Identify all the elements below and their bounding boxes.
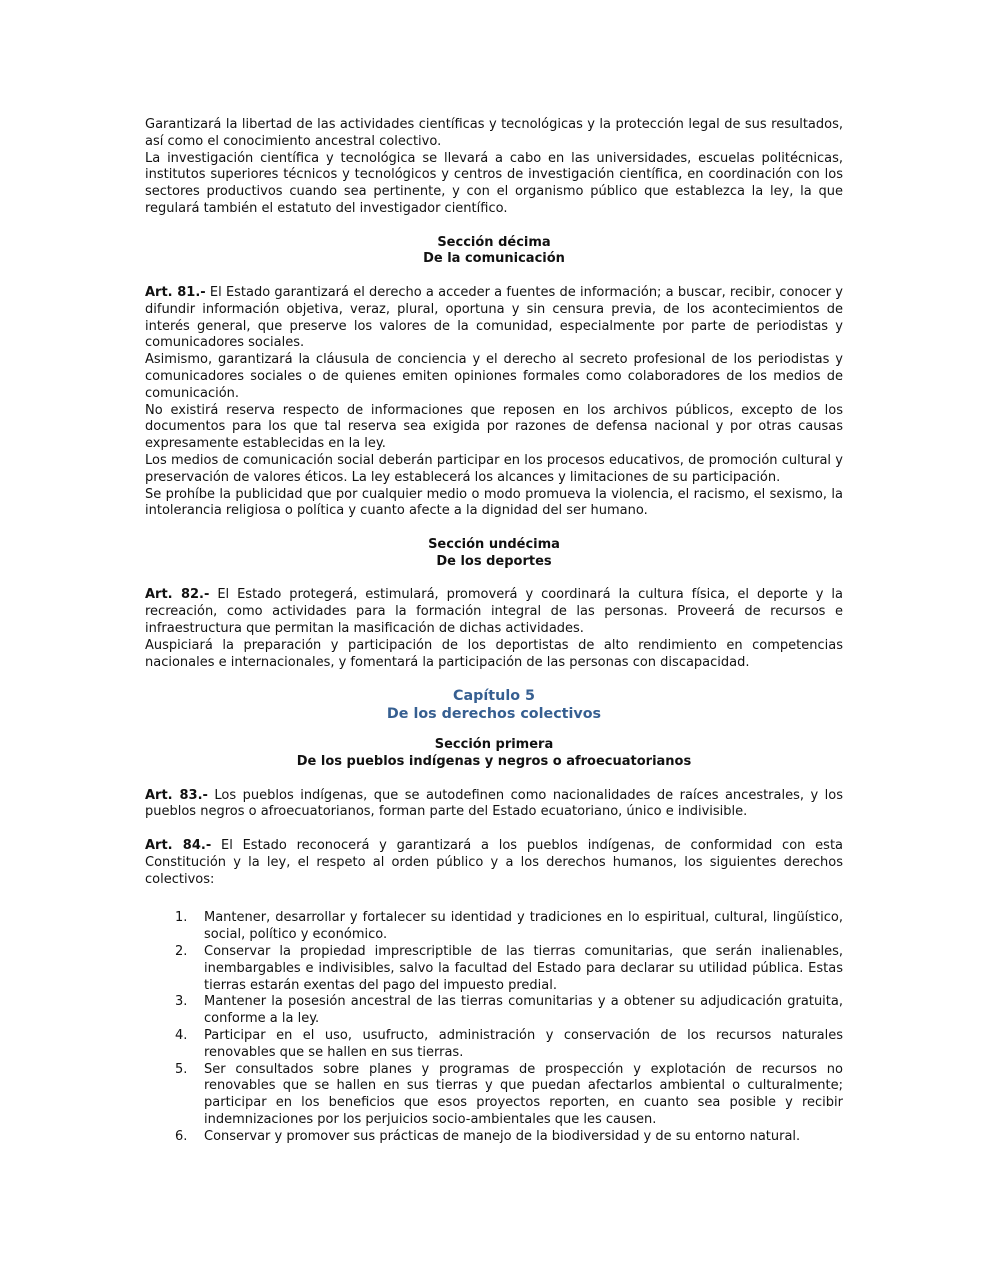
- article-81-paragraph-4: Los medios de comunicación social deberán participar en los procesos educativos, de promoción cultural y preservación de valores éticos. La ley establecerá los alcances y limitaciones de su participación.: [145, 452, 843, 485]
- list-item: [145, 944, 843, 994]
- list-item-number: 4.: [175, 1028, 188, 1044]
- chapter-5-subtitle: De los derechos colectivos: [386, 706, 602, 723]
- list-item: [145, 1028, 843, 1062]
- list-item: [145, 1129, 843, 1146]
- intro-paragraph-2: La investigación científica y tecnológica se llevará a cabo en las universidades, escuelas politécnicas, institutos superiores técnicos y tecnológicos y centros de investigación científica, en coordinación con los sectores productivos cuando sea pertinente, y con el organismo público que establezca la ley, la que regulará también el estatuto del investigador científico.: [145, 150, 843, 216]
- article-83-label: Art. 83.-: [145, 787, 208, 803]
- article-82-label: Art. 82.-: [145, 587, 210, 603]
- list-item-number: 6.: [175, 1128, 188, 1144]
- article-81-paragraph-2: Asimismo, garantizará la cláusula de conciencia y el derecho al secreto profesional de los periodistas y comunicadores sociales o de quienes emiten opiniones formales como colaboradores de los medios de comunicación.: [145, 352, 843, 401]
- list-item: [145, 910, 843, 944]
- article-82: [145, 587, 843, 637]
- article-84-label: Art. 84.-: [145, 838, 212, 854]
- list-item-text: Conservar la propiedad imprescriptible de las tierras comunitarias, que serán inalienables, inembargables e indivisibles, salvo la facultad del Estado para declarar su utilidad pública. Estas tierras estarán exentas del pago del impuesto predial.: [204, 944, 843, 993]
- list-item-text: Participar en el uso, usufructo, administración y conservación de los recursos naturales renovables que se hallen en sus tierras.: [204, 1028, 843, 1060]
- chapter-5-title: Capítulo 5: [453, 688, 535, 705]
- article-82-paragraph-2: Auspiciará la preparación y participación de los deportistas de alto rendimiento en competencias nacionales e internacionales, y fomentará la participación de las personas con discapacidad.: [145, 637, 843, 670]
- section-11-title: Sección undécima: [428, 536, 560, 552]
- list-item-number: 2.: [175, 944, 188, 960]
- section-1-title: Sección primera: [434, 737, 554, 753]
- list-item-number: 1.: [175, 910, 188, 926]
- article-84-text: El Estado reconocerá y garantizará a los pueblos indígenas, de conformidad con esta Constitución y la ley, el respeto al orden público y a los derechos humanos, los siguientes derechos colectivos:: [145, 838, 844, 887]
- list-item-text: Mantener la posesión ancestral de las tierras comunitarias y a obtener su adjudicación gratuita, conforme a la ley.: [204, 994, 843, 1027]
- collective-rights-list: [145, 910, 843, 1145]
- list-item: [145, 1062, 843, 1129]
- article-81-label: Art. 81.-: [145, 284, 206, 300]
- section-10-title: Sección décima: [437, 234, 551, 250]
- document-page: [145, 117, 843, 1146]
- section-10-subtitle: De la comunicación: [423, 251, 565, 267]
- article-81: [145, 285, 843, 352]
- article-84: [145, 838, 843, 888]
- article-82-text: El Estado protegerá, estimulará, promoverá y coordinará la cultura física, el deporte y la recreación, como actividades para la formación integral de las personas. Proveerá de recursos e infraestructura que permitan la masificación de dichas actividades.: [145, 587, 844, 636]
- list-item-number: 3.: [175, 994, 188, 1010]
- section-1-subtitle: De los pueblos indígenas y negros o afroecuatorianos: [296, 754, 692, 770]
- article-83-text: Los pueblos indígenas, que se autodefinen como nacionalidades de raíces ancestrales, y los pueblos negros o afroecuatorianos, forman parte del Estado ecuatoriano, único e indivisible.: [145, 787, 844, 820]
- list-item-text: Ser consultados sobre planes y programas de prospección y explotación de recursos no renovables que se hallen en sus tierras y que puedan afectarlos ambiental o culturalmente; participar en los beneficios que esos proyectos reporten, en cuanto sea posible y recibir indemnizaciones por los perjuicios socio-ambientales que les causen.: [204, 1061, 843, 1128]
- article-83: [145, 788, 843, 822]
- article-81-paragraph-5: Se prohíbe la publicidad que por cualquier medio o modo promueva la violencia, el racismo, el sexismo, la intolerancia religiosa o política y cuanto afecte a la dignidad del ser humano.: [145, 486, 843, 519]
- list-item-text: Mantener, desarrollar y fortalecer su identidad y tradiciones en lo espiritual, cultural, lingüístico, social, político y económico.: [204, 910, 843, 943]
- section-11-subtitle: De los deportes: [436, 553, 552, 569]
- list-item-number: 5.: [175, 1061, 188, 1077]
- article-81-text: El Estado garantizará el derecho a acceder a fuentes de información; a buscar, recibir, conocer y difundir información objetiva, veraz, plural, oportuna y sin censura previa, de los acontecimientos de interés general, que preserve los valores de la comunidad, especialmente por parte de periodistas y comunicadores sociales.: [145, 284, 843, 351]
- intro-paragraph-1: Garantizará la libertad de las actividades científicas y tecnológicas y la protección legal de sus resultados, así como el conocimiento ancestral colectivo.: [145, 117, 843, 149]
- article-81-paragraph-3: No existirá reserva respecto de informaciones que reposen en los archivos públicos, excepto de los documentos para los que tal reserva sea exigida por razones de defensa nacional y por otras causas expresamente establecidas en la ley.: [145, 402, 843, 452]
- list-item-text: Conservar y promover sus prácticas de manejo de la biodiversidad y de su entorno natural.: [204, 1128, 801, 1144]
- list-item: [145, 994, 843, 1028]
